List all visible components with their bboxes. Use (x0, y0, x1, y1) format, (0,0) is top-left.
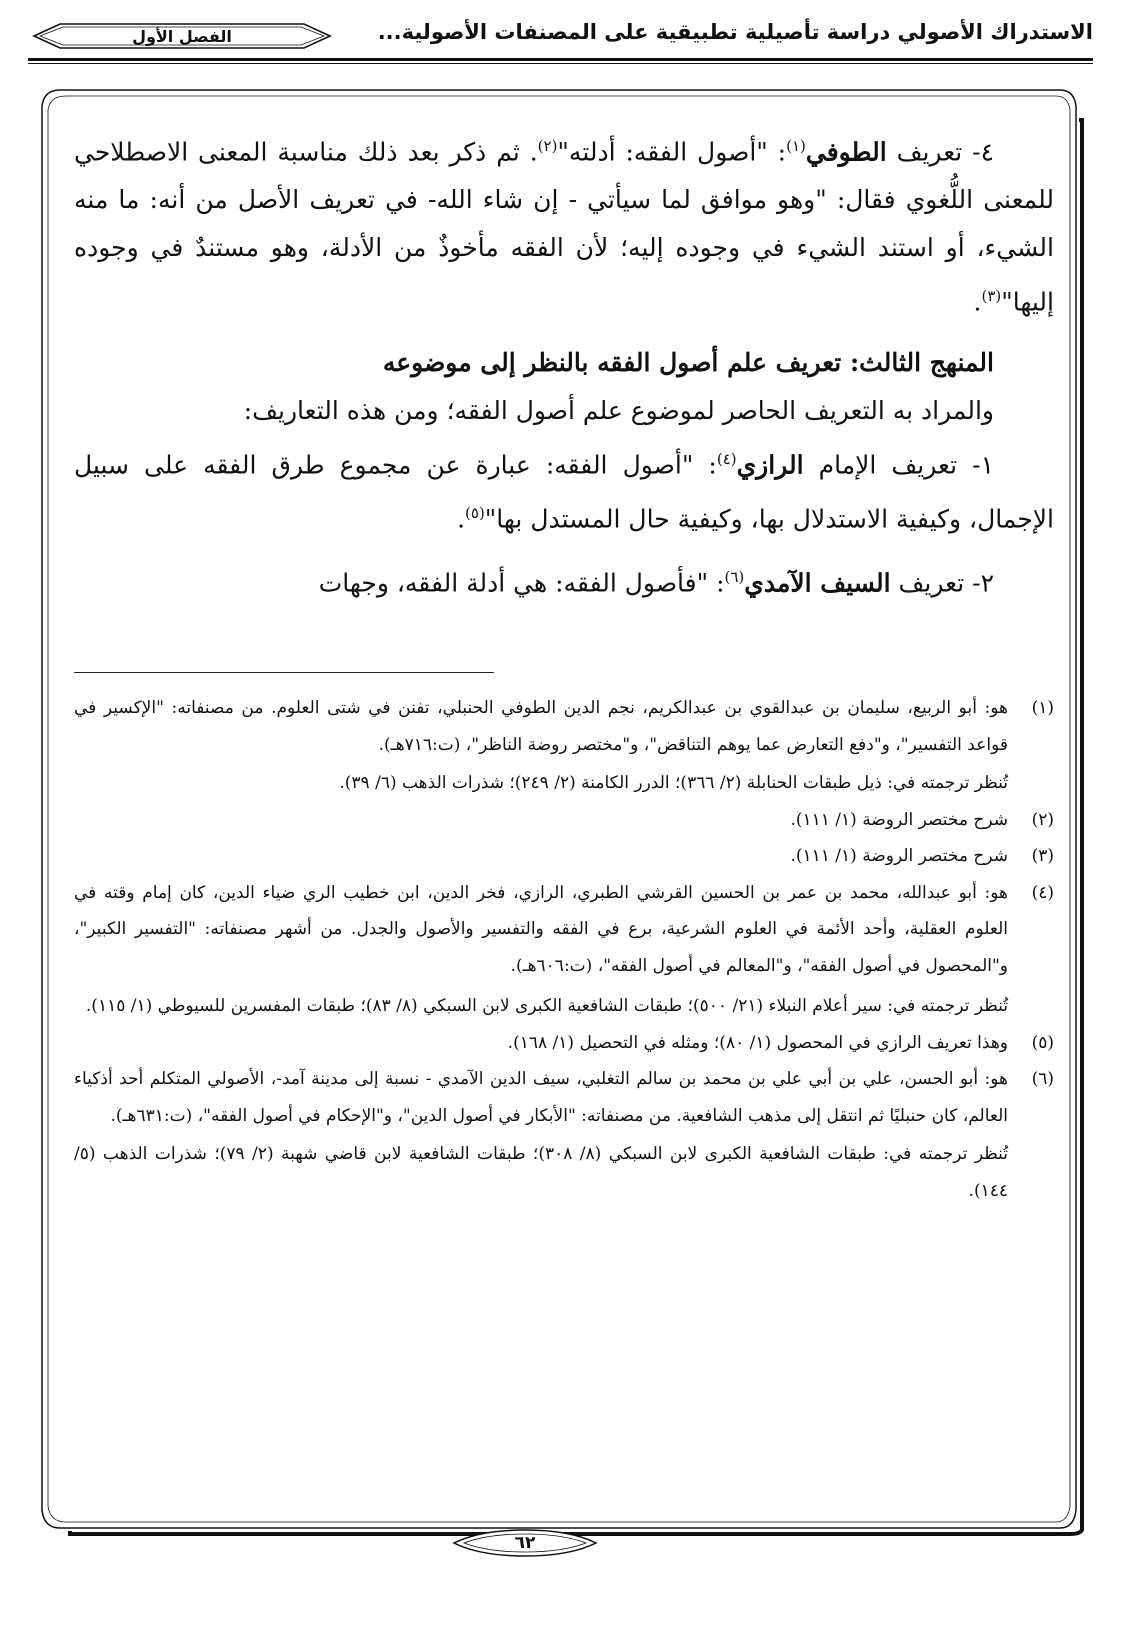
footnote-sources: تُنظر ترجمته في: سير أعلام النبلاء (٢١/ ٥٠٠)؛ طبقات الشافعية الكبرى لابن السبكي (٨/ ٨٣)؛ طبقات المفسرين للسيوطي (١/ ١١٥). (85, 996, 1008, 1016)
footnote-6 (74, 1061, 1054, 1134)
footnote-separator (74, 672, 494, 673)
footnote-text: هو: أبو الحسن، علي بن أبي علي بن محمد بن سالم التغلبي، سيف الدين الآمدي - نسبة إلى مدينة آمد-، الأصولي المتكلم أحد أذكياء العالم، كان حنبليًا ثم انتقل إلى مذهب الشافعية. من مصنفاته: "الأبكار في أصول الدين"، و"الإحكام في أصول الفقه"، (ت:٦٣١هـ). (74, 1069, 1008, 1126)
footnote-body (74, 690, 1008, 763)
footnote-sources: تُنظر ترجمته في: ذيل طبقات الحنابلة (٢/ ٣٦٦)؛ الدرر الكامنة (٢/ ٢٤٩)؛ شذرات الذهب (٦/ ٣٩). (339, 773, 1008, 793)
footnote-sources: تُنظر ترجمته في: طبقات الشافعية الكبرى لابن السبكي (٨/ ٣٠٨)؛ طبقات الشافعية لابن قاضي شهبة (٢/ ٧٩)؛ شذرات الذهب (٥/ ١٤٤). (74, 1144, 1009, 1201)
footnote-ref[interactable]: (٦) (724, 568, 745, 587)
text-run: ٤- تعريف (886, 137, 994, 167)
page-header (28, 16, 1093, 66)
footnote-3 (74, 838, 1054, 875)
footnote-text: هو: أبو الربيع، سليمان بن عبدالقوي بن عبدالكريم، نجم الدين الطوفي الحنبلي، تفنن في شتى العلوم. من مصنفاته: "الإكسير في قواعد التفسير"، و"دفع التعارض عما يوهم التناقض"، و"مختصر روضة الناظر"، (ت:٧١٦هـ). (74, 698, 1008, 755)
footnote-ref[interactable]: (١) (786, 137, 806, 155)
text-run: : "فأصول الفقه: هي أدلة الفقه، وجهات (318, 568, 725, 598)
footnote-ref[interactable]: (٥) (465, 503, 485, 522)
section-heading: المنهج الثالث: تعريف علم أصول الفقه بالنظر إلى موضوعه (382, 347, 994, 377)
header-rule-thin (28, 63, 1093, 64)
footnotes (74, 690, 1054, 1209)
paragraph-amidi-definition (74, 553, 1054, 607)
footnote-number: (٣) (1031, 846, 1054, 866)
scholar-name: السيف الآمدي (744, 568, 891, 598)
text-run: ٢- تعريف (890, 568, 994, 598)
paragraph-tufi-definition (74, 122, 1054, 327)
footnote-text: شرح مختصر الروضة (١/ ١١١). (790, 846, 1008, 866)
main-text (74, 122, 1054, 608)
text-run: : "أصول الفقه: عبارة عن مجموع طرق الفقه على سبيل الإجمال، وكيفية الاستدلال بها، وكيفية حال المستدل بها" (74, 449, 1054, 534)
chapter-badge (32, 22, 332, 50)
text-run: . ثم ذكر بعد ذلك مناسبة المعنى الاصطلاحي للمعنى اللُّغوي فقال: "وهو موافق لما سيأتي - إن شاء الله- في تعريف الأصل من أنه: ما منه الشيء، أو استند الشيء في وجوده إليه؛ لأن الفقه مأخوذٌ من الأدلة، وهو مستندٌ في وجوده إليها" (74, 137, 1054, 317)
chapter-label: الفصل الأول (132, 26, 232, 46)
scholar-name: الطوفي (805, 137, 887, 167)
scholar-name: الرازي (736, 449, 804, 479)
footnote-number: (٥) (1031, 1032, 1054, 1053)
footnote-text: وهذا تعريف الرازي في المحصول (١/ ٨٠)؛ ومثله في التحصيل (١/ ١٦٨). (507, 1032, 1008, 1053)
text-run: . (457, 504, 466, 534)
footnote-number: (٦) (1031, 1069, 1054, 1089)
footnote-ref[interactable]: (٢) (537, 137, 558, 155)
footnote-ref[interactable]: (٤) (716, 449, 737, 468)
book-title: الاستدراك الأصولي دراسة تأصيلية تطبيقية على المصنفات الأصولية... (377, 20, 1093, 44)
footnote-body (74, 1061, 1008, 1134)
footnote-1 (74, 690, 1054, 763)
paragraph-intro: والمراد به التعريف الحاصر لموضوع علم أصول الفقه؛ ومن هذه التعاريف: (243, 395, 994, 425)
footnote-ref[interactable]: (٣) (981, 287, 1002, 306)
header-rule (28, 58, 1093, 61)
page-number-badge (450, 1528, 600, 1558)
footnote-2 (74, 802, 1054, 839)
footnote-number: (٢) (1031, 809, 1054, 830)
footnote-body (74, 875, 1008, 1025)
footnote-text: هو: أبو عبدالله، محمد بن عمر بن الحسين القرشي الطبري، الرازي، فخر الدين، ابن خطيب الري ضياء الدين، كان إمام وقته في العلوم العقلية، وأحد الأئمة في العلوم الشرعية، برع في الفقه والتفسير والأصول والجدل. من أشهر مصنفاته: "التفسير الكبير"، و"المحصول في أصول الفقه"، و"المعالم في أصول الفقه"، (ت:٦٠٦هـ). (74, 882, 1008, 976)
footnote-4 (74, 875, 1054, 1025)
footnote-5 (74, 1025, 1054, 1062)
footnote-text: شرح مختصر الروضة (١/ ١١١). (790, 809, 1008, 830)
paragraph-razi-definition (74, 435, 1054, 544)
footnote-number: (١) (1031, 698, 1054, 718)
text-run: ١- تعريف الإمام (803, 449, 994, 479)
text-run: . (973, 287, 982, 317)
footnote-number: (٤) (1031, 882, 1054, 903)
text-run: : "أصول الفقه: أدلته" (557, 137, 787, 167)
page-number: ٦٢ (514, 1533, 536, 1553)
